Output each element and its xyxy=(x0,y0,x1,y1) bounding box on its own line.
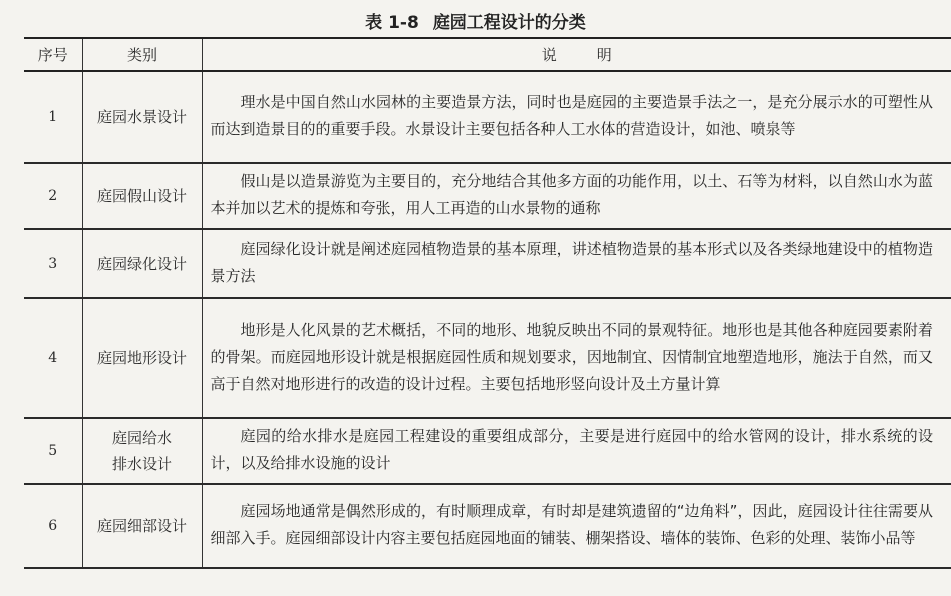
row-category: 庭园细部设计 xyxy=(82,484,202,568)
row-description: 庭园绿化设计就是阐述庭园植物造景的基本原理，讲述植物造景的基本形式以及各类绿地建设中的植物造景方法 xyxy=(202,229,951,298)
row-description: 理水是中国自然山水园林的主要造景方法，同时也是庭园的主要造景手法之一，是充分展示水的可塑性从而达到造景目的的重要手段。水景设计主要包括各种人工水体的营造设计，如池、喷泉等 xyxy=(202,71,951,163)
row-description: 庭园的给水排水是庭园工程建设的重要组成部分，主要是进行庭园中的给水管网的设计，排水系统的设计，以及给排水设施的设计 xyxy=(202,418,951,484)
header-category: 类别 xyxy=(82,38,202,71)
row-index: 6 xyxy=(48,518,58,534)
row-category: 庭园绿化设计 xyxy=(82,229,202,298)
classification-table xyxy=(24,37,951,569)
table-label: 表 1-8 xyxy=(365,13,419,33)
table-row xyxy=(24,298,951,418)
table-row xyxy=(24,418,951,484)
header-index: 序号 xyxy=(37,46,68,64)
header-description: 说明 xyxy=(202,38,951,71)
row-description: 地形是人化风景的艺术概括，不同的地形、地貌反映出不同的景观特征。地形也是其他各种庭园要素附着的骨架。而庭园地形设计就是根据庭园性质和规划要求，因地制宜、因情制宜地塑造地形，施法于自然，而又高于自然对地形进行的改造的设计过程。主要包括地形竖向设计及土方量计算 xyxy=(202,298,951,418)
table-row xyxy=(24,484,951,568)
row-category: 庭园假山设计 xyxy=(82,163,202,229)
row-category-line: 排水设计 xyxy=(111,455,172,473)
row-index: 2 xyxy=(48,188,58,204)
row-category-line: 庭园给水 xyxy=(111,429,172,447)
row-index: 1 xyxy=(48,109,58,125)
row-index: 5 xyxy=(48,443,58,459)
table-row xyxy=(24,163,951,229)
row-description: 假山是以造景游览为主要目的，充分地结合其他多方面的功能作用，以土、石等为材料，以自然山水为蓝本并加以艺术的提炼和夸张，用人工再造的山水景物的通称 xyxy=(202,163,951,229)
table-caption xyxy=(0,8,951,33)
table-row xyxy=(24,229,951,298)
table-title: 庭园工程设计的分类 xyxy=(432,13,586,33)
table-row xyxy=(24,71,951,163)
row-index: 4 xyxy=(48,350,58,366)
row-category xyxy=(82,418,202,484)
row-category: 庭园地形设计 xyxy=(82,298,202,418)
row-index: 3 xyxy=(48,255,58,272)
row-category: 庭园水景设计 xyxy=(82,71,202,163)
row-description: 庭园场地通常是偶然形成的，有时顺理成章，有时却是建筑遗留的“边角料”，因此，庭园设计往往需要从细部入手。庭园细部设计内容主要包括庭园地面的铺装、棚架搭设、墙体的装饰、色彩的处理、装饰小品等 xyxy=(202,484,951,568)
table-header-row xyxy=(24,38,951,71)
